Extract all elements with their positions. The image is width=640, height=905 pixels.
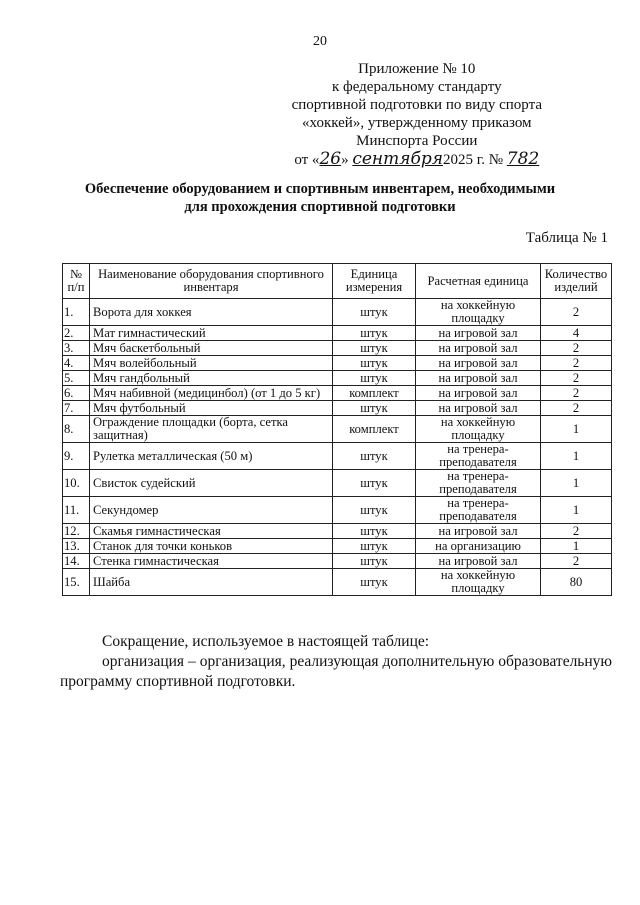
cell-num: 1. bbox=[63, 299, 90, 326]
cell-name: Мяч футбольный bbox=[90, 401, 333, 416]
cell-calc: на хоккейную площадку bbox=[416, 416, 541, 443]
cell-qty: 1 bbox=[541, 470, 612, 497]
cell-qty: 1 bbox=[541, 443, 612, 470]
table-row bbox=[63, 416, 612, 443]
cell-num: 10. bbox=[63, 470, 90, 497]
cell-calc: на организацию bbox=[416, 539, 541, 554]
cell-qty: 1 bbox=[541, 539, 612, 554]
table-label: Таблица № 1 bbox=[525, 230, 608, 246]
cell-qty: 2 bbox=[541, 371, 612, 386]
cell-num: 8. bbox=[63, 416, 90, 443]
cell-calc: на тренера-преподавателя bbox=[416, 470, 541, 497]
table-row bbox=[63, 539, 612, 554]
cell-calc: на игровой зал bbox=[416, 371, 541, 386]
cell-name: Мяч волейбольный bbox=[90, 356, 333, 371]
cell-num: 14. bbox=[63, 554, 90, 569]
title-line: для прохождения спортивной подготовки bbox=[184, 199, 456, 215]
cell-num: 9. bbox=[63, 443, 90, 470]
date-mid: » bbox=[341, 152, 353, 168]
cell-name: Мат гимнастический bbox=[90, 326, 333, 341]
cell-num: 2. bbox=[63, 326, 90, 341]
cell-unit: штук bbox=[333, 539, 416, 554]
cell-name: Мяч баскетбольный bbox=[90, 341, 333, 356]
table-row bbox=[63, 386, 612, 401]
cell-name: Станок для точки коньков bbox=[90, 539, 333, 554]
cell-calc: на игровой зал bbox=[416, 554, 541, 569]
appendix-title: Приложение № 10 bbox=[358, 61, 476, 77]
cell-unit: штук bbox=[333, 497, 416, 524]
cell-unit: комплект bbox=[333, 386, 416, 401]
cell-qty: 1 bbox=[541, 416, 612, 443]
table-row bbox=[63, 299, 612, 326]
cell-name: Рулетка металлическая (50 м) bbox=[90, 443, 333, 470]
cell-calc: на игровой зал bbox=[416, 326, 541, 341]
header-qty: Количество изделий bbox=[541, 264, 612, 299]
cell-num: 4. bbox=[63, 356, 90, 371]
appendix-line: к федеральному стандарту bbox=[331, 79, 502, 95]
table-row bbox=[63, 569, 612, 596]
cell-name: Мяч гандбольный bbox=[90, 371, 333, 386]
cell-num: 12. bbox=[63, 524, 90, 539]
cell-qty: 2 bbox=[541, 341, 612, 356]
header-calc: Расчетная единица bbox=[416, 264, 541, 299]
handwritten-day: 26 bbox=[319, 149, 342, 169]
cell-calc: на игровой зал bbox=[416, 341, 541, 356]
cell-name: Мяч набивной (медицинбол) (от 1 до 5 кг) bbox=[90, 386, 333, 401]
cell-qty: 2 bbox=[541, 524, 612, 539]
cell-num: 6. bbox=[63, 386, 90, 401]
appendix-line: Минспорта России bbox=[356, 133, 478, 149]
equipment-table bbox=[62, 263, 612, 596]
cell-unit: штук bbox=[333, 371, 416, 386]
note-heading: Сокращение, используемое в настоящей таблице: bbox=[102, 633, 430, 650]
header-num: № п/п bbox=[63, 264, 90, 299]
date-year: 2025 г. № bbox=[443, 152, 507, 168]
table-row bbox=[63, 470, 612, 497]
handwritten-order-number: 782 bbox=[506, 149, 540, 169]
table-row bbox=[63, 326, 612, 341]
cell-unit: штук bbox=[333, 524, 416, 539]
page-number: 20 bbox=[313, 34, 327, 49]
cell-qty: 2 bbox=[541, 356, 612, 371]
cell-qty: 80 bbox=[541, 569, 612, 596]
cell-num: 7. bbox=[63, 401, 90, 416]
cell-name: Скамья гимнастическая bbox=[90, 524, 333, 539]
table-row bbox=[63, 524, 612, 539]
cell-unit: штук bbox=[333, 554, 416, 569]
cell-calc: на тренера-преподавателя bbox=[416, 443, 541, 470]
cell-unit: штук bbox=[333, 299, 416, 326]
title-line: Обеспечение оборудованием и спортивным инвентарем, необходимыми bbox=[84, 181, 556, 197]
cell-qty: 2 bbox=[541, 554, 612, 569]
cell-unit: штук bbox=[333, 443, 416, 470]
table-row bbox=[63, 341, 612, 356]
cell-calc: на игровой зал bbox=[416, 401, 541, 416]
cell-calc: на игровой зал bbox=[416, 524, 541, 539]
cell-qty: 2 bbox=[541, 386, 612, 401]
cell-num: 15. bbox=[63, 569, 90, 596]
cell-calc: на тренера-преподавателя bbox=[416, 497, 541, 524]
cell-num: 13. bbox=[63, 539, 90, 554]
cell-qty: 2 bbox=[541, 299, 612, 326]
table-row bbox=[63, 497, 612, 524]
header-name: Наименование оборудования спортивного инвентаря bbox=[90, 264, 333, 299]
cell-calc: на хоккейную площадку bbox=[416, 299, 541, 326]
cell-calc: на игровой зал bbox=[416, 386, 541, 401]
cell-unit: штук bbox=[333, 356, 416, 371]
document-title bbox=[60, 180, 580, 216]
cell-unit: штук bbox=[333, 569, 416, 596]
cell-num: 11. bbox=[63, 497, 90, 524]
table-row bbox=[63, 401, 612, 416]
abbreviation-note bbox=[60, 632, 612, 692]
cell-unit: комплект bbox=[333, 416, 416, 443]
cell-name: Свисток судейский bbox=[90, 470, 333, 497]
cell-unit: штук bbox=[333, 401, 416, 416]
cell-calc: на хоккейную площадку bbox=[416, 569, 541, 596]
date-prefix: от « bbox=[294, 152, 320, 168]
cell-unit: штук bbox=[333, 470, 416, 497]
cell-name: Ограждение площадки (борта, сетка защитная) bbox=[90, 416, 333, 443]
appendix-block bbox=[292, 60, 542, 169]
cell-qty: 2 bbox=[541, 401, 612, 416]
table-header-row bbox=[63, 264, 612, 299]
cell-unit: штук bbox=[333, 341, 416, 356]
cell-qty: 4 bbox=[541, 326, 612, 341]
cell-name: Шайба bbox=[90, 569, 333, 596]
cell-num: 3. bbox=[63, 341, 90, 356]
cell-num: 5. bbox=[63, 371, 90, 386]
note-body: организация – организация, реализующая дополнительную образовательную программу спортивной подготовки. bbox=[60, 653, 612, 690]
appendix-line: спортивной подготовки по виду спорта bbox=[291, 97, 542, 113]
cell-qty: 1 bbox=[541, 497, 612, 524]
table-row bbox=[63, 356, 612, 371]
appendix-line: «хоккей», утвержденному приказом bbox=[302, 115, 532, 131]
order-date-line bbox=[292, 150, 542, 169]
cell-name: Секундомер bbox=[90, 497, 333, 524]
cell-name: Ворота для хоккея bbox=[90, 299, 333, 326]
header-unit: Единица измерения bbox=[333, 264, 416, 299]
handwritten-month: сентября bbox=[352, 149, 443, 169]
table-row bbox=[63, 554, 612, 569]
cell-unit: штук bbox=[333, 326, 416, 341]
table-row bbox=[63, 371, 612, 386]
cell-calc: на игровой зал bbox=[416, 356, 541, 371]
cell-name: Стенка гимнастическая bbox=[90, 554, 333, 569]
table-row bbox=[63, 443, 612, 470]
